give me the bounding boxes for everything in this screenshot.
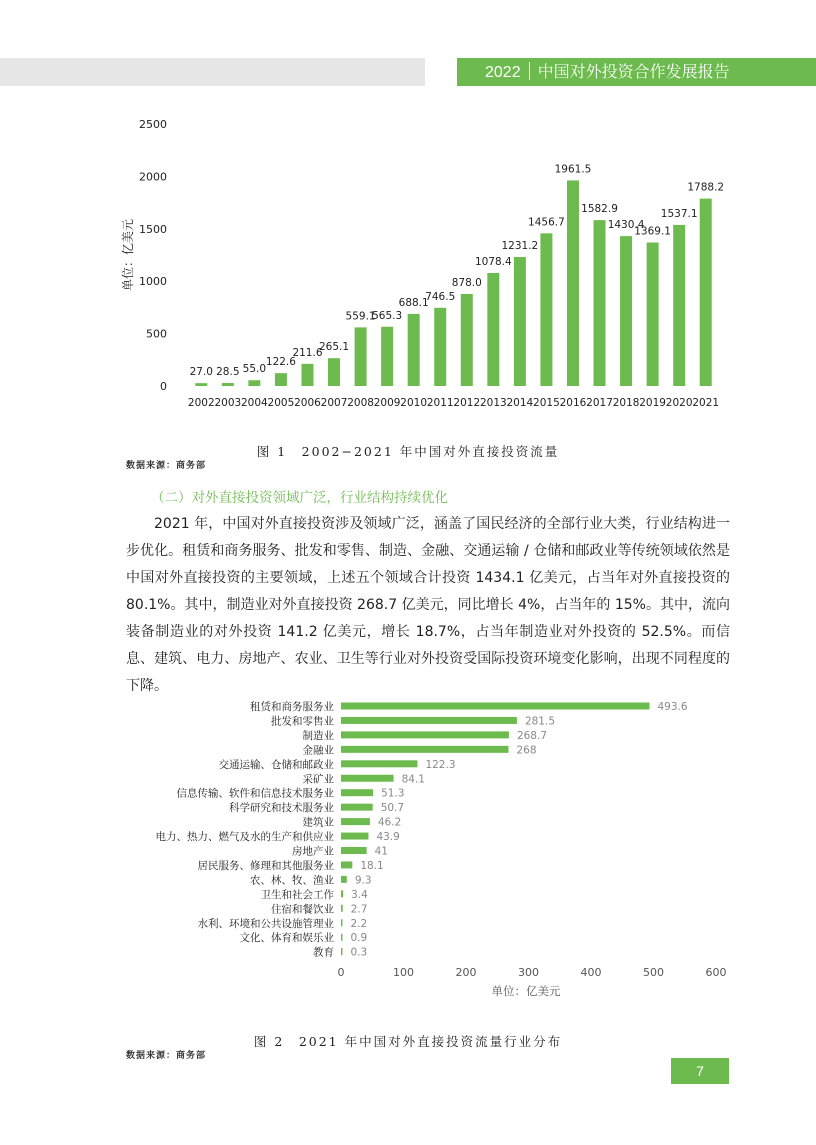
x-tick-label: 2003 [214, 397, 242, 409]
x-tick-label: 0 [337, 966, 345, 979]
data-label: 50.7 [380, 802, 405, 815]
category-label: 金融业 [302, 744, 334, 757]
bar [487, 273, 499, 386]
x-tick-label: 500 [643, 966, 664, 979]
bar [341, 934, 343, 941]
x-tick-label: 300 [518, 966, 539, 979]
bar [700, 199, 712, 386]
x-tick-label: 400 [580, 966, 602, 979]
data-label: 2.2 [350, 917, 368, 930]
x-tick-label: 2012 [453, 397, 481, 409]
bar [248, 380, 260, 386]
data-label: 211.6 [292, 346, 323, 359]
bar [275, 373, 287, 386]
x-tick-label: 2011 [426, 397, 454, 409]
data-label: 2.7 [350, 903, 368, 916]
data-label: 265.1 [318, 341, 350, 354]
data-label: 1430.4 [607, 219, 645, 232]
category-label: 租赁和商务服务业 [250, 701, 334, 713]
data-label: 84.1 [401, 773, 425, 786]
bar [301, 364, 313, 386]
bar [195, 383, 207, 386]
category-label: 采矿业 [302, 773, 334, 786]
data-label: 1369.1 [634, 225, 671, 238]
bar [341, 760, 417, 767]
data-label: 41 [374, 845, 388, 858]
category-label: 卫生和社会工作 [260, 888, 334, 901]
category-label: 科学研究和技术服务业 [229, 802, 334, 815]
data-label: 746.5 [425, 290, 456, 303]
data-label: 51.3 [381, 787, 405, 800]
figure1-caption: 图 1 2002−2021 年中国对外直接投资流量 [256, 444, 560, 459]
bar [594, 220, 606, 386]
x-tick-label: 2014 [506, 397, 534, 409]
x-tick-label: 2002 [187, 397, 215, 409]
data-label: 281.5 [524, 715, 555, 728]
bar [673, 225, 685, 386]
category-label: 教育 [313, 946, 334, 959]
section-paragraph: 2021 年，中国对外直接投资涉及领域广泛，涵盖了国民经济的全部行业大类，行业结构进一步优化。租赁和商务服务、批发和零售、制造、金融、交通运输 / 仓储和邮政业等传统领域依然是中国对外直接投资的主要领域，上述五个领域合计投资 1434.1 亿美元，占当年对外直接投资的 80.1%。其中，制造业对外直接投资 268.7 亿美元，同比增长 4%，占当年的 15%。其中，流向装备制造业的对外投资 141.2 亿美元，增长 18.7%，占当年制造业对外投资的 52.5%。而信息、建筑、电力、房地产、农业、卫生等行业对外投资受国际投资环境变化影响，出现不同程度的下降。 [126, 516, 730, 694]
bar [328, 358, 340, 386]
x-tick-label: 100 [393, 966, 414, 979]
header-banner [457, 58, 816, 86]
x-tick-label: 2005 [267, 397, 295, 409]
data-label: 0.9 [350, 932, 368, 945]
x-tick-label: 2013 [479, 397, 507, 409]
data-label: 1078.4 [474, 255, 512, 268]
data-label: 55.0 [242, 363, 267, 376]
bar [341, 717, 517, 724]
data-label: 46.2 [377, 816, 402, 829]
bar [341, 905, 343, 912]
category-label: 信息传输、软件和信息技术服务业 [176, 787, 334, 800]
bar [341, 890, 343, 897]
bar [514, 257, 526, 386]
bar [341, 746, 509, 753]
data-label: 1788.2 [687, 181, 725, 194]
data-label: 0.3 [350, 946, 368, 959]
bar [620, 236, 632, 386]
x-tick-label: 2004 [241, 397, 268, 409]
figure2-horizontal-bar-chart [100, 690, 750, 1005]
category-label: 制造业 [302, 729, 334, 742]
figure2-source: 数据来源：商务部 [126, 1051, 207, 1061]
bar [434, 308, 446, 386]
bar [341, 731, 509, 738]
category-label: 电力、热力、燃气及水的生产和供应业 [155, 831, 334, 844]
x-tick-label: 2021 [692, 397, 720, 409]
bar [381, 327, 393, 386]
bar [341, 876, 347, 883]
header-grey-band [0, 58, 425, 86]
data-label: 27.0 [189, 366, 213, 379]
y-tick-label: 500 [146, 327, 167, 341]
x-tick-label: 2006 [294, 397, 321, 409]
y-tick-label: 0 [160, 380, 167, 393]
x-tick-label: 600 [705, 966, 727, 979]
data-label: 122.6 [265, 356, 296, 369]
bar [341, 861, 352, 868]
data-label: 688.1 [398, 296, 429, 309]
category-label: 农、林、牧、渔业 [250, 874, 334, 887]
data-label: 268 [516, 744, 537, 757]
data-label: 122.3 [425, 758, 456, 771]
x-tick-label: 2009 [373, 397, 401, 409]
data-label: 1231.2 [501, 239, 539, 252]
header-title: 中国对外投资合作发展报告 [537, 62, 730, 81]
data-label: 268.7 [516, 729, 547, 742]
bar [341, 847, 367, 854]
category-label: 文化、体育和娱乐业 [239, 932, 334, 945]
header-year: 2022 [485, 64, 521, 81]
y-tick-label: 1000 [139, 275, 167, 289]
section-heading: （二）对外直接投资领域广泛，行业结构持续优化 [151, 490, 448, 506]
y-tick-label: 2000 [139, 170, 167, 184]
x-axis-label: 单位：亿美元 [491, 984, 561, 998]
bar [355, 327, 367, 386]
data-label: 878.0 [451, 276, 482, 289]
bar [461, 294, 473, 386]
x-tick-label: 2017 [586, 397, 613, 409]
category-label: 居民服务、修理和其他服务业 [197, 859, 334, 872]
x-tick-label: 2007 [320, 397, 348, 409]
category-label: 住宿和餐饮业 [271, 903, 334, 916]
x-tick-label: 2019 [639, 397, 666, 409]
x-tick-label: 2008 [347, 397, 374, 409]
bar [647, 243, 659, 386]
x-tick-label: 2016 [559, 397, 587, 409]
data-label: 43.9 [376, 831, 400, 844]
x-tick-label: 2015 [533, 397, 560, 409]
category-label: 批发和零售业 [271, 715, 334, 728]
x-tick-label: 2020 [665, 397, 693, 409]
bar [341, 789, 373, 796]
bar [540, 233, 552, 386]
data-label: 3.4 [351, 888, 368, 901]
category-label: 房地产业 [292, 845, 334, 858]
data-label: 1537.1 [660, 207, 698, 220]
data-label: 1961.5 [554, 163, 592, 176]
page-number: 7 [671, 1058, 729, 1084]
bar [341, 833, 368, 840]
x-tick-label: 200 [455, 966, 477, 979]
bar [341, 703, 650, 710]
bar [341, 804, 373, 811]
figure1-bar-chart [110, 108, 750, 418]
y-axis-label: 单位：亿美元 [121, 218, 135, 292]
x-tick-label: 2018 [612, 397, 640, 409]
data-label: 1456.7 [528, 216, 565, 229]
bar [341, 775, 394, 782]
x-tick-label: 2010 [400, 397, 428, 409]
category-label: 交通运输、仓储和邮政业 [218, 758, 334, 771]
data-label: 28.5 [216, 366, 240, 379]
header-separator [529, 62, 530, 80]
category-label: 建筑业 [302, 816, 334, 829]
bar [341, 919, 343, 926]
data-label: 559.1 [345, 310, 376, 323]
data-label: 1582.9 [581, 203, 618, 216]
data-label: 9.3 [354, 874, 372, 887]
bar [341, 818, 370, 825]
data-label: 565.3 [372, 309, 403, 322]
figure1-source: 数据来源：商务部 [126, 461, 207, 471]
bar [408, 314, 420, 386]
y-tick-label: 1500 [139, 222, 167, 236]
category-label: 水利、环境和公共设施管理业 [197, 917, 334, 930]
y-tick-label: 2500 [139, 118, 167, 131]
figure2-caption: 图 2 2021 年中国对外直接投资流量行业分布 [253, 1034, 563, 1049]
data-label: 18.1 [360, 859, 384, 872]
bar [341, 948, 343, 955]
data-label: 493.6 [657, 701, 688, 713]
bar [567, 180, 579, 386]
bar [222, 383, 234, 386]
